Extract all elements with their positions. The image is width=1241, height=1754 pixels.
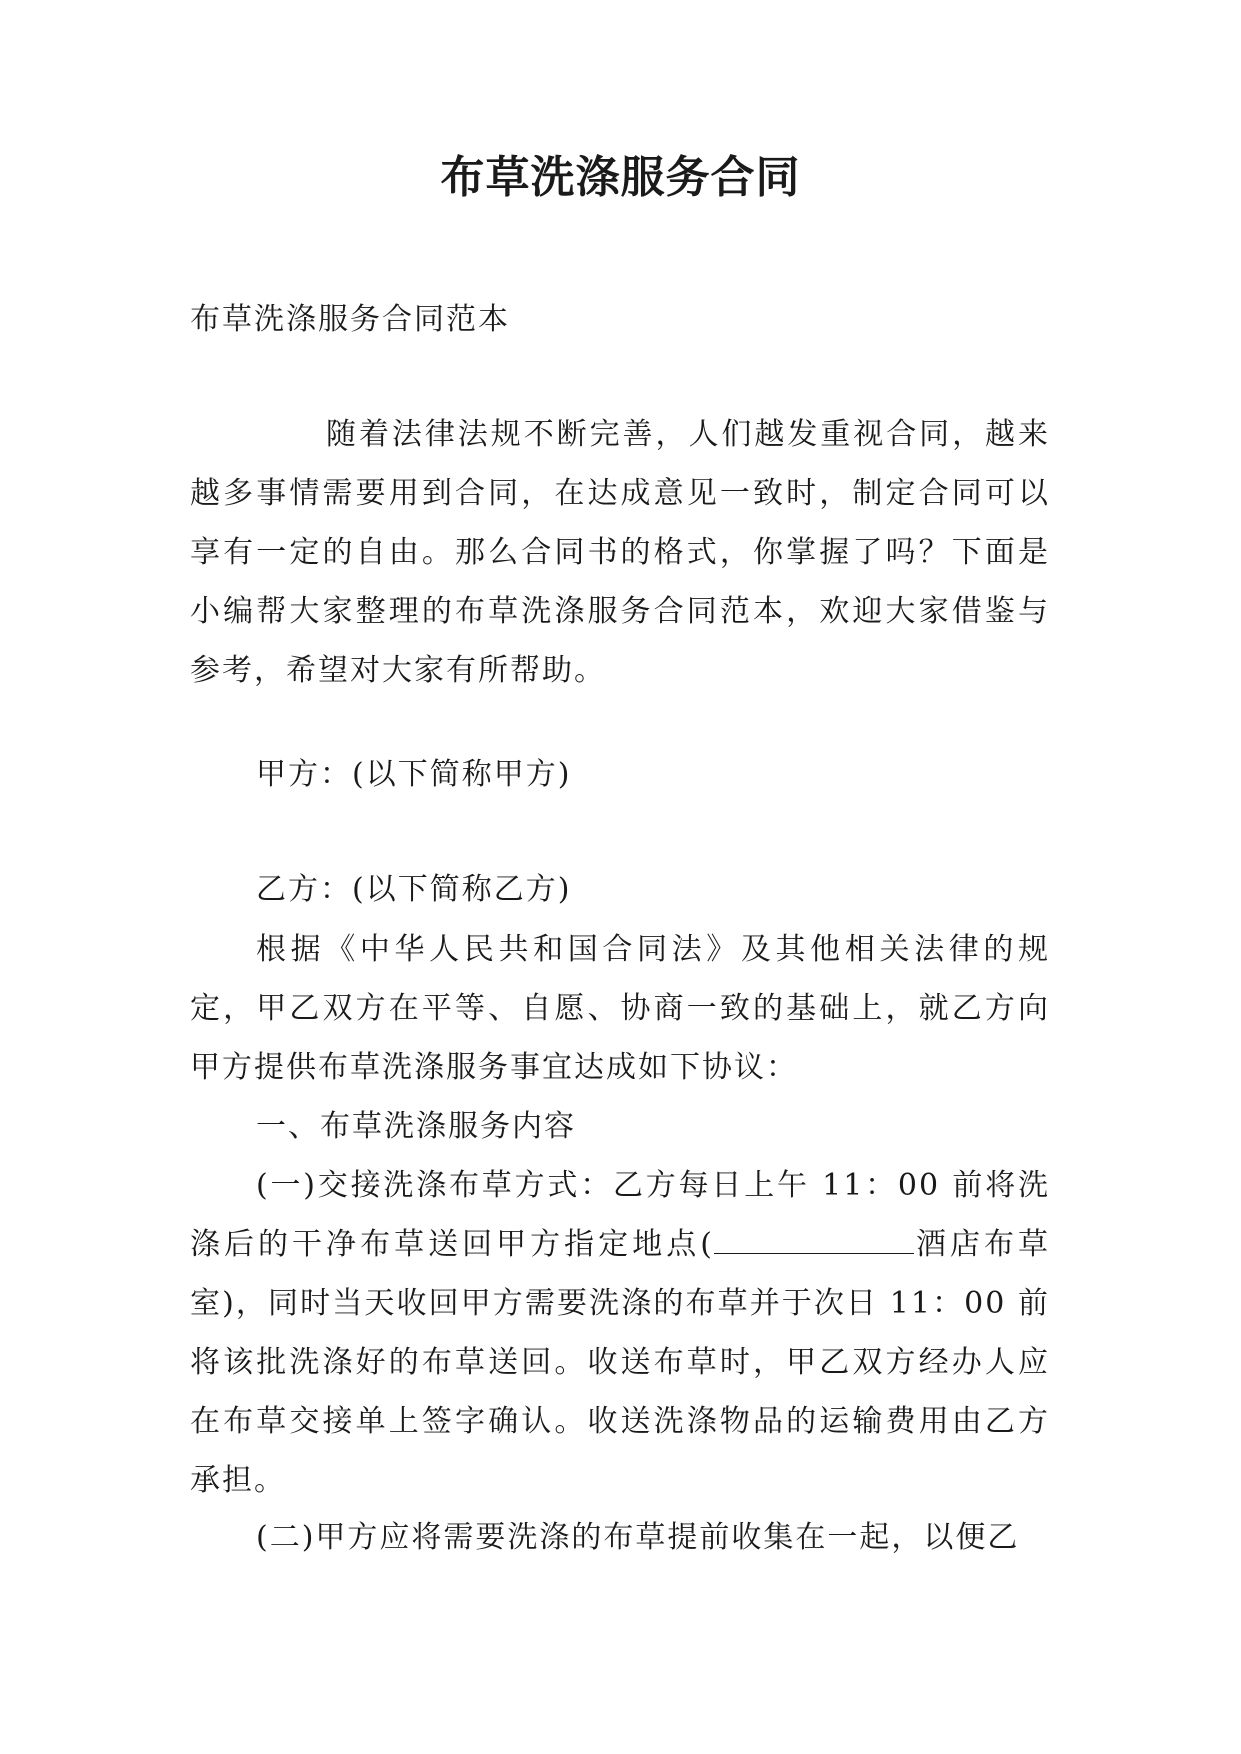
section-heading: 一、布草洗涤服务内容 [256,1109,576,1144]
clause-paragraph [190,1156,1050,1510]
party-b-line: 乙方：(以下简称乙方) [256,872,572,907]
intro-paragraph: 随着法律法规不断完善，人们越发重视合同，越来越多事情需要用到合同，在达成意见一致时，制定合同可以享有一定的自由。那么合同书的格式，你掌握了吗？下面是小编帮大家整理的布草洗涤服务合同范本，欢迎大家借鉴与参考，希望对大家有所帮助。 [190,417,1050,688]
document-subtitle: 布草洗涤服务合同范本 [190,302,510,337]
clause-paragraph: (二)甲方应将需要洗涤的布草提前收集在一起，以便乙 [256,1520,1020,1555]
basis-paragraph: 根据《中华人民共和国合同法》及其他相关法律的规定，甲乙双方在平等、自愿、协商一致的基础上，就乙方向甲方提供布草洗涤服务事宜达成如下协议： [190,932,1050,1085]
clause-text-part: 酒店布草室)，同时当天收回甲方需要洗涤的布草并于次日 11：00 前将该批洗涤好的布草送回。收送布草时，甲乙双方经办人应在布草交接单上签字确认。收送洗涤物品的运输费用由乙方承担。 [190,1227,1050,1498]
document-title: 布草洗涤服务合同 [440,152,801,203]
clause-text-part: (一)交接洗涤布草方式：乙方每日上午 11：00 前将洗涤后的干净布草送回甲方指定地点( [190,1168,1050,1262]
party-a-line: 甲方：(以下简称甲方) [256,757,572,792]
fill-in-blank [714,1227,914,1254]
